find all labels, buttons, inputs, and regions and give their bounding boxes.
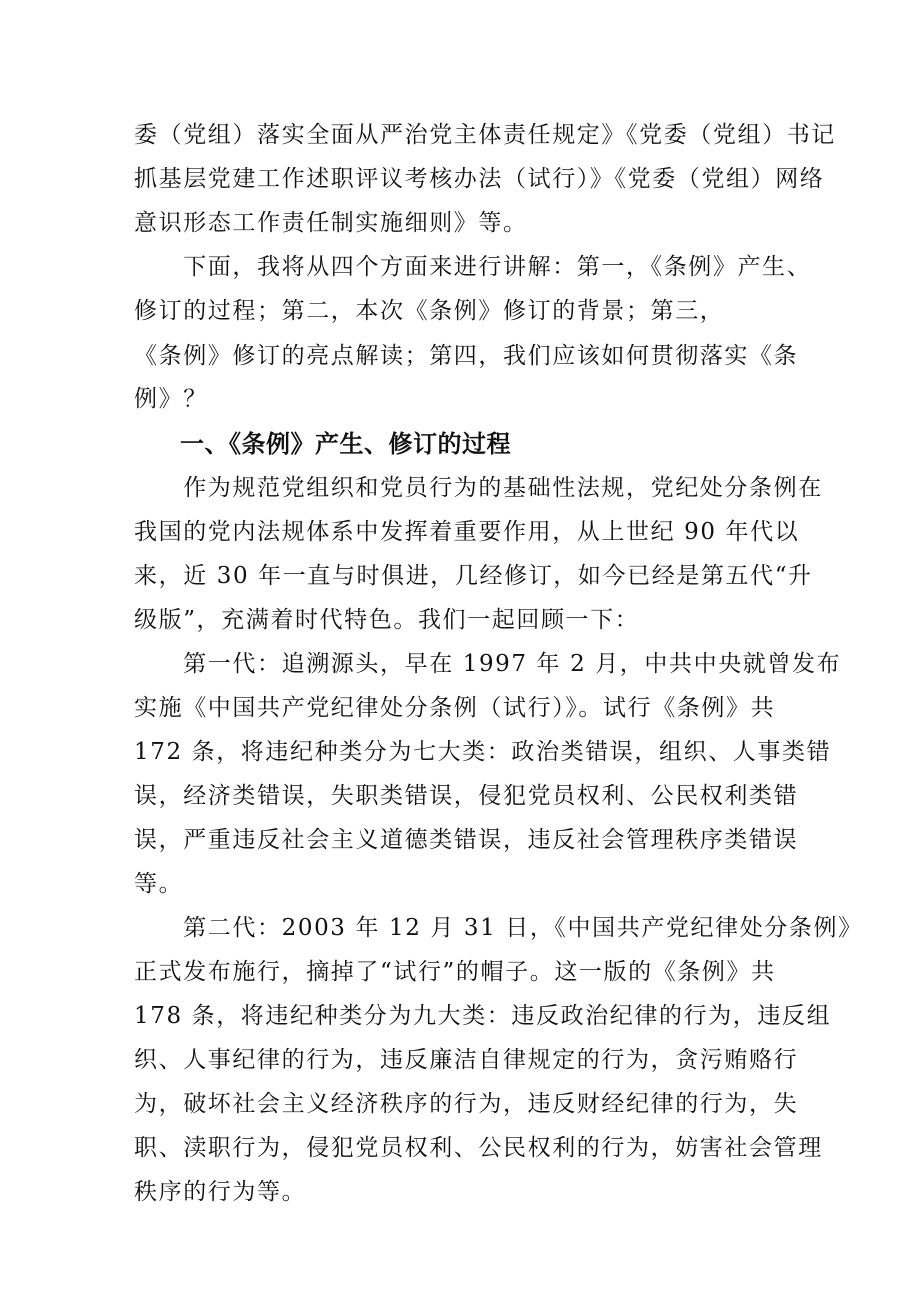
section-intro-line-3: 来，近 30 年一直与时俱进，几经修订，如今已经是第五代“升: [134, 563, 813, 589]
second-generation-line-1: 第二代：2003 年 12 月 31 日，《中国共产党纪律处分条例》: [134, 915, 863, 941]
intro-line-2: 抓基层党建工作述职评议考核办法（试行）》《党委（党组）网络: [134, 166, 825, 192]
section-intro-line-1: 作为规范党组织和党员行为的基础性法规，党纪处分条例在: [134, 475, 823, 501]
second-generation-line-5: 为，破坏社会主义经济秩序的行为，违反财经纪律的行为，失: [134, 1091, 799, 1117]
section-intro-line-2: 我国的党内法规体系中发挥着重要作用，从上世纪 90 年代以: [134, 519, 800, 545]
outline-line-2: 修订的过程；第二，本次《条例》修订的背景；第三，: [134, 298, 725, 324]
outline-line-1: 下面，我将从四个方面来进行讲解：第一，《条例》产生、: [134, 254, 812, 280]
section-heading: 一、《条例》产生、修订的过程: [180, 430, 511, 458]
second-generation-line-7: 秩序的行为等。: [134, 1179, 307, 1205]
second-generation-line-4: 织、人事纪律的行为，违反廉洁自律规定的行为，贪污贿赂行: [134, 1047, 799, 1073]
second-generation-line-2: 正式发布施行，摘掉了“试行”的帽子。这一版的《条例》共: [134, 959, 776, 985]
first-generation-line-5: 误，严重违反社会主义道德类错误，违反社会管理秩序类错误: [134, 827, 799, 853]
first-generation-line-4: 误，经济类错误，失职类错误，侵犯党员权利、公民权利类错: [134, 783, 799, 809]
second-generation-line-6: 职、渎职行为，侵犯党员权利、公民权利的行为，妨害社会管理: [134, 1135, 823, 1161]
first-generation-line-2: 实施《中国共产党纪律处分条例（试行）》。试行《条例》共: [134, 695, 776, 721]
outline-line-3: 《条例》修订的亮点解读；第四，我们应该如何贯彻落实《条: [134, 343, 799, 369]
first-generation-line-1: 第一代：追溯源头，早在 1997 年 2 月，中共中央就曾发布: [134, 651, 842, 677]
second-generation-line-3: 178 条，将违纪种类分为九大类：违反政治纪律的行为，违反组: [134, 1003, 832, 1029]
section-intro-line-4: 级版”，充满着时代特色。我们一起回顾一下：: [134, 607, 640, 633]
intro-line-3: 意识形态工作责任制实施细则》等。: [134, 210, 528, 236]
first-generation-line-3: 172 条，将违纪种类分为七大类：政治类错误，组织、人事类错: [134, 739, 832, 765]
intro-line-1: 委（党组）落实全面从严治党主体责任规定》《党委（党组）书记: [134, 122, 836, 148]
first-generation-line-6: 等。: [134, 871, 184, 897]
outline-line-4: 例》？: [134, 386, 208, 412]
